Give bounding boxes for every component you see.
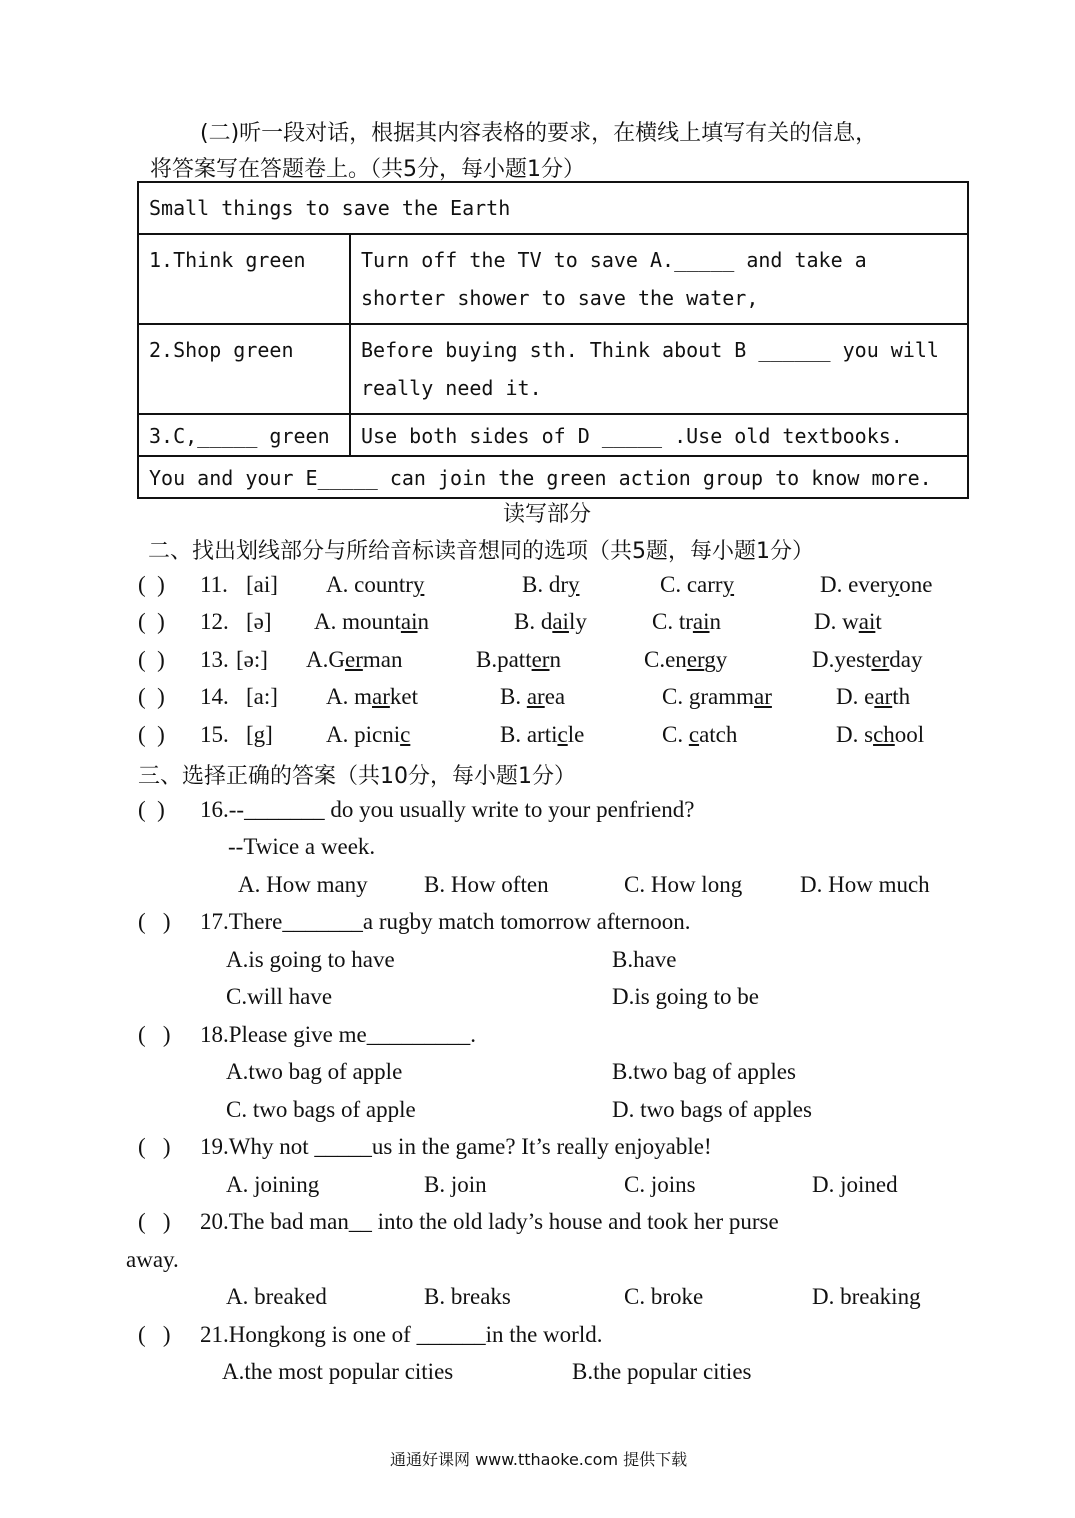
q19-option-a: A. joining	[226, 1172, 320, 1197]
table-cell-left: 1.Think green	[138, 234, 350, 324]
phonetic-option-c	[644, 647, 727, 673]
phonetic-symbol: [ə]	[246, 609, 272, 634]
underlined-letters: ar	[874, 684, 893, 709]
table-cell-right: Before buying sth. Think about B ______ you will really need it.	[350, 324, 968, 414]
q20-option-c: C. broke	[624, 1284, 704, 1309]
option-text: B. arti	[500, 722, 558, 747]
q16-option-c: C. How long	[624, 872, 743, 897]
table-footer: You and your E_____ can join the green action group to know more.	[138, 456, 968, 498]
phonetic-option-d	[814, 609, 882, 635]
table-footer-row	[138, 456, 968, 498]
question-number: 12.	[200, 609, 229, 634]
table-title-row	[138, 182, 968, 234]
option-text: A. picni	[326, 722, 401, 747]
q18-stem: 18.Please give me_________.	[200, 1022, 476, 1047]
q18-option-d: D. two bags of apples	[612, 1097, 812, 1122]
question-number: 11.	[200, 572, 228, 597]
table-cell-right: Turn off the TV to save A._____ and take a shorter shower to save the water,	[350, 234, 968, 324]
q21-paren[interactable]: ( )	[138, 1322, 171, 1347]
option-text: ket	[389, 684, 418, 709]
option-text: C.en	[644, 647, 687, 672]
q16-answer: --Twice a week.	[228, 834, 376, 859]
option-text: A.G	[306, 647, 345, 672]
underlined-letters: er	[686, 647, 705, 672]
part2-title: 二、找出划线部分与所给音标读音想同的选项（共5题，每小题1分）	[148, 539, 814, 564]
option-text: gy	[704, 647, 728, 672]
option-text: A. countr	[326, 572, 413, 597]
option-text: B.	[500, 684, 527, 709]
phonetic-option-c	[662, 722, 737, 748]
phonetic-option-d	[820, 572, 932, 598]
q17-paren[interactable]: ( )	[138, 909, 171, 934]
q20-stem: 20.The bad man__ into the old lady’s house and took her purse	[200, 1209, 779, 1234]
underlined-letters: ar	[754, 684, 772, 709]
q19-paren[interactable]: ( )	[138, 1134, 171, 1159]
listening-table	[137, 181, 969, 499]
table-cell-right: Use both sides of D _____ .Use old textbooks.	[350, 414, 968, 456]
table-cell-left: 3.C,_____ green	[138, 414, 350, 456]
part3-title: 三、选择正确的答案（共10分，每小题1分）	[138, 764, 576, 789]
option-text: t	[875, 609, 882, 634]
underlined-letters: y	[887, 572, 900, 597]
reading-writing-heading: 读写部分	[503, 502, 592, 527]
phonetic-option-a	[306, 647, 402, 673]
q18-paren[interactable]: ( )	[138, 1022, 171, 1047]
phonetic-option-b	[514, 609, 587, 635]
option-text: le	[567, 722, 585, 747]
q16-paren[interactable]: ( )	[138, 797, 165, 822]
underlined-letters: y	[722, 572, 735, 597]
underlined-letters: ai	[692, 609, 710, 634]
answer-paren[interactable]: ( )	[138, 609, 165, 634]
underlined-letters: ai	[858, 609, 876, 634]
q17-option-d: D.is going to be	[612, 984, 759, 1009]
listening-instruction-line1: (二)听一段对话，根据其内容表格的要求，在横线上填写有关的信息，	[200, 121, 878, 146]
phonetic-option-c	[652, 609, 721, 635]
q20-option-b: B. breaks	[424, 1284, 511, 1309]
option-text: C. tr	[652, 609, 693, 634]
phonetic-option-b	[476, 647, 561, 673]
q19-stem: 19.Why not _____us in the game? It’s really enjoyable!	[200, 1134, 712, 1159]
option-text: D. ever	[820, 572, 888, 597]
q18-option-a: A.two bag of apple	[226, 1059, 403, 1084]
option-text: n	[709, 609, 721, 634]
question-number: 15.	[200, 722, 229, 747]
option-text: day	[889, 647, 923, 672]
option-text: ool	[894, 722, 925, 747]
option-text: ea	[544, 684, 566, 709]
option-text: C. carr	[660, 572, 723, 597]
q18-option-b: B.two bag of apples	[612, 1059, 796, 1084]
question-number: 14.	[200, 684, 229, 709]
table-row	[138, 324, 968, 414]
underlined-letters: y	[412, 572, 425, 597]
answer-paren[interactable]: ( )	[138, 722, 165, 747]
phonetic-symbol: [a:]	[246, 684, 278, 709]
underlined-letters: ai	[400, 609, 418, 634]
q17-option-c: C.will have	[226, 984, 333, 1009]
q16-option-b: B. How often	[424, 872, 549, 897]
option-text: ly	[568, 609, 587, 634]
phonetic-option-b	[500, 722, 584, 748]
q20-option-a: A. breaked	[226, 1284, 327, 1309]
option-text: A. mount	[314, 609, 401, 634]
q19-option-c: C. joins	[624, 1172, 696, 1197]
underlined-letters: ar	[526, 684, 545, 709]
phonetic-option-c	[662, 684, 772, 710]
phonetic-option-a	[326, 684, 418, 710]
table-cell-left: 2.Shop green	[138, 324, 350, 414]
underlined-letters: ai	[552, 609, 569, 634]
q19-option-b: B. join	[424, 1172, 487, 1197]
underlined-letters: c	[557, 722, 568, 747]
option-text: n	[417, 609, 429, 634]
option-text: man	[362, 647, 403, 672]
phonetic-symbol: [g]	[246, 722, 273, 747]
underlined-letters: ch	[873, 722, 895, 747]
listening-instruction-line2: 将答案写在答题卷上。（共5分，每小题1分）	[150, 157, 585, 182]
q18-option-c: C. two bags of apple	[226, 1097, 416, 1122]
option-text: B.patt	[476, 647, 532, 672]
q16-stem: 16.--_______ do you usually write to your penfriend?	[200, 797, 695, 822]
phonetic-option-b	[500, 684, 565, 710]
underlined-letters: er	[871, 647, 890, 672]
option-text: one	[899, 572, 933, 597]
underlined-letters: er	[531, 647, 550, 672]
option-text: atch	[699, 722, 738, 747]
table-row	[138, 234, 968, 324]
underlined-letters: c	[400, 722, 411, 747]
option-text: C.	[662, 722, 689, 747]
q17-option-a: A.is going to have	[226, 947, 395, 972]
phonetic-symbol: [ə:]	[236, 647, 268, 672]
q21-stem: 21.Hongkong is one of ______in the world.	[200, 1322, 603, 1347]
phonetic-option-c	[660, 572, 734, 598]
q21-option-b: B.the popular cities	[572, 1359, 752, 1384]
option-text: B. d	[514, 609, 553, 634]
option-text: th	[892, 684, 911, 709]
table-row	[138, 414, 968, 456]
phonetic-option-a	[314, 609, 429, 635]
answer-paren[interactable]: ( )	[138, 572, 165, 597]
q21-option-a: A.the most popular cities	[222, 1359, 454, 1384]
option-text: A. m	[326, 684, 372, 709]
page-footer[interactable]: 通通好课网 www.tthaoke.com 提供下载	[390, 1450, 688, 1469]
question-number: 13.	[200, 647, 229, 672]
q16-option-a: A. How many	[238, 872, 368, 897]
q17-stem: 17.There_______a rugby match tomorrow afternoon.	[200, 909, 691, 934]
table-title: Small things to save the Earth	[138, 182, 968, 234]
phonetic-option-b	[522, 572, 580, 598]
option-text: C. gramm	[662, 684, 754, 709]
option-text: D.yest	[812, 647, 872, 672]
q16-option-d: D. How much	[800, 872, 930, 897]
option-text: D. e	[836, 684, 875, 709]
option-text: B. dr	[522, 572, 568, 597]
phonetic-option-a	[326, 572, 424, 598]
option-text: D. s	[836, 722, 874, 747]
phonetic-option-d	[836, 722, 924, 748]
q17-option-b: B.have	[612, 947, 677, 972]
phonetic-symbol: [ai]	[246, 572, 278, 597]
phonetic-option-d	[812, 647, 923, 673]
option-text: n	[549, 647, 561, 672]
phonetic-option-d	[836, 684, 910, 710]
q20-option-d: D. breaking	[812, 1284, 921, 1309]
answer-paren[interactable]: ( )	[138, 647, 165, 672]
underlined-letters: er	[344, 647, 363, 672]
underlined-letters: c	[688, 722, 700, 747]
option-text: D. w	[814, 609, 859, 634]
q19-option-d: D. joined	[812, 1172, 898, 1197]
q20-stem-continued: away.	[126, 1247, 179, 1272]
phonetic-option-a	[326, 722, 410, 748]
answer-paren[interactable]: ( )	[138, 684, 165, 709]
underlined-letters: y	[568, 572, 580, 597]
q20-paren[interactable]: ( )	[138, 1209, 171, 1234]
underlined-letters: ar	[372, 684, 390, 709]
